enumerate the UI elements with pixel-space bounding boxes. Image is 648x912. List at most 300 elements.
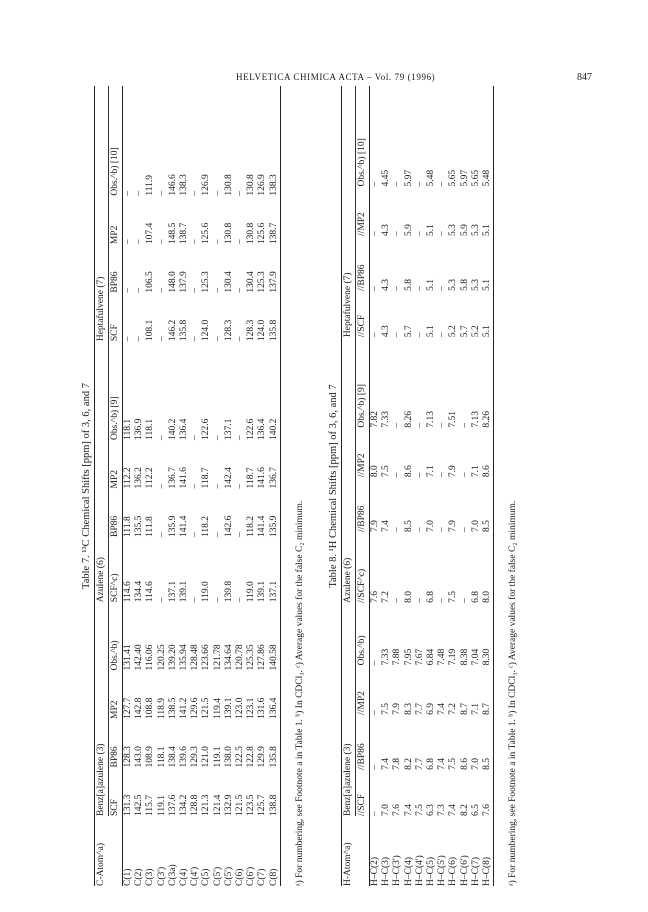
- shift-value-cell: 7.1: [470, 703, 481, 715]
- shift-value-cell: 8.2: [459, 804, 470, 816]
- shift-value-cell: –: [392, 181, 403, 187]
- shift-value-cell: –: [235, 190, 246, 196]
- shift-value-cell: 140.2: [268, 418, 279, 440]
- table-row: [426, 86, 437, 886]
- shift-value-cell: 5.1: [482, 325, 493, 338]
- shift-value-cell: 7.0: [470, 757, 481, 770]
- shift-value-cell: 137.1: [268, 580, 279, 603]
- shift-value-cell: 7.0: [470, 520, 481, 533]
- atom-label-cell: C(7): [257, 868, 268, 886]
- table-7-group-azulene: Azulene (6): [95, 341, 109, 602]
- table-row: [404, 86, 415, 886]
- shift-value-cell: 139.1: [179, 580, 190, 603]
- t8-subheader: //MP2: [356, 665, 370, 714]
- table-7-subheader-row: [109, 86, 123, 886]
- shift-value-cell: 118.1: [123, 418, 133, 440]
- table-8-body: [370, 86, 494, 886]
- shift-value-cell: –: [370, 710, 380, 715]
- table-8-group-benzazulene: Benz[a]azulene (3): [342, 603, 356, 816]
- shift-value-cell: –: [370, 660, 380, 666]
- shift-value-cell: 142.6: [223, 515, 234, 537]
- t8-subheader: //SCF: [356, 291, 370, 337]
- shift-value-cell: 6.8: [470, 590, 481, 603]
- shift-value-cell: 5.9: [459, 224, 470, 236]
- table-8-caption: Table 8. ¹H Chemical Shifts [ppm] of 3, 6, and 7: [328, 384, 339, 588]
- shift-value-cell: 135.94: [179, 644, 190, 671]
- shift-value-cell: 7.9: [370, 520, 380, 533]
- shift-value-cell: 136.9: [134, 418, 145, 440]
- shift-value-cell: 119.4: [212, 697, 223, 719]
- shift-value-cell: 8.26: [403, 411, 414, 428]
- shift-value-cell: –: [414, 598, 425, 603]
- shift-value-cell: 139.20: [167, 644, 178, 671]
- shift-value-cell: 8.26: [482, 411, 493, 428]
- shift-value-cell: 141.4: [179, 515, 190, 537]
- shift-value-cell: –: [437, 598, 448, 603]
- shift-value-cell: 7.4: [381, 520, 392, 533]
- shift-value-cell: –: [235, 435, 246, 440]
- shift-value-cell: 7.33: [381, 648, 392, 666]
- t7-subheader: Obs.^b) [9]: [109, 341, 123, 440]
- shift-value-cell: 130.8: [246, 174, 257, 196]
- table-7-group-header: [95, 86, 109, 886]
- shift-value-cell: 107.4: [145, 222, 156, 245]
- shift-value-cell: 120.78: [235, 644, 246, 671]
- shift-value-cell: –: [190, 597, 201, 603]
- shift-value-cell: –: [459, 527, 470, 533]
- shift-value-cell: –: [370, 765, 380, 770]
- shift-value-cell: –: [392, 598, 403, 603]
- shift-value-cell: 111.9: [145, 174, 156, 196]
- shift-value-cell: 137.1: [223, 418, 234, 440]
- shift-value-cell: –: [156, 597, 167, 603]
- shift-value-cell: –: [370, 286, 380, 291]
- shift-value-cell: 7.6: [392, 804, 403, 816]
- table-7-group-heptafulvene: Heptafulvene (7): [95, 86, 109, 341]
- table-row: [123, 86, 135, 886]
- shift-value-cell: 6.9: [426, 703, 437, 715]
- shift-value-cell: 128.48: [190, 644, 201, 671]
- atom-label-cell: C(8): [268, 868, 279, 886]
- table-row: [370, 86, 382, 886]
- shift-value-cell: –: [190, 435, 201, 440]
- table-row: [392, 86, 403, 886]
- shift-value-cell: –: [190, 190, 201, 196]
- shift-value-cell: –: [459, 422, 470, 428]
- shift-value-cell: 118.7: [201, 467, 212, 489]
- shift-value-cell: 5.8: [459, 279, 470, 291]
- table-row: [168, 86, 179, 886]
- shift-value-cell: 5.2: [448, 325, 459, 338]
- shift-value-cell: 122.6: [246, 418, 257, 440]
- shift-value-cell: 7.13: [470, 411, 481, 428]
- shift-value-cell: 7.9: [392, 703, 403, 715]
- table-row: [448, 86, 459, 886]
- t7-subheader-blank: [109, 816, 123, 886]
- shift-value-cell: 118.1: [145, 418, 156, 440]
- shift-value-cell: –: [392, 231, 403, 236]
- page-number: 847: [577, 72, 592, 83]
- shift-value-cell: 138.3: [179, 174, 190, 196]
- shift-value-cell: 126.9: [257, 174, 268, 196]
- table-7-col0-header: C-Atom^a): [95, 816, 109, 886]
- shift-value-cell: 8.5: [482, 520, 493, 533]
- shift-value-cell: 131.6: [257, 697, 268, 719]
- shift-value-cell: 123.5: [246, 794, 257, 816]
- shift-value-cell: 141.6: [257, 467, 268, 489]
- shift-value-cell: 5.9: [403, 224, 414, 236]
- shift-value-cell: 121.5: [235, 794, 246, 816]
- shift-value-cell: 7.7: [414, 757, 425, 770]
- shift-value-cell: –: [414, 332, 425, 338]
- atom-label-cell: C(1): [123, 868, 133, 886]
- shift-value-cell: –: [235, 239, 246, 245]
- table-row: [224, 86, 235, 886]
- shift-value-cell: 128.3: [246, 319, 257, 342]
- shift-value-cell: 8.5: [482, 757, 493, 770]
- shift-value-cell: 125.35: [246, 644, 257, 671]
- shift-value-cell: 8.7: [482, 703, 493, 715]
- shift-value-cell: 8.0: [403, 590, 414, 603]
- shift-value-cell: 138.3: [268, 174, 279, 196]
- shift-value-cell: 130.4: [246, 271, 257, 293]
- shift-value-cell: 108.9: [145, 746, 156, 768]
- shift-value-cell: –: [437, 472, 448, 478]
- shift-value-cell: 7.4: [437, 757, 448, 770]
- table-row: [381, 86, 392, 886]
- shift-value-cell: 8.5: [403, 520, 414, 533]
- t7-subheader: SCF: [109, 767, 123, 816]
- t8-subheader: //MP2: [356, 187, 370, 236]
- shift-value-cell: –: [123, 287, 133, 293]
- shift-value-cell: 116.06: [145, 644, 156, 671]
- shift-value-cell: 140.58: [268, 644, 279, 671]
- table-row: [415, 86, 426, 886]
- shift-value-cell: –: [123, 239, 133, 245]
- shift-value-cell: 5.1: [482, 279, 493, 291]
- shift-value-cell: 134.64: [223, 644, 234, 671]
- table-row: [437, 86, 448, 886]
- shift-value-cell: –: [212, 287, 223, 293]
- shift-value-cell: 6.5: [470, 804, 481, 816]
- table-7-footnote: ᵃ) For numbering, see Footnote a in Table 1. ᵇ) In CDCl₃. ᶜ) Average values for the false C₂ minimum.: [295, 500, 306, 886]
- t7-subheader: MP2: [109, 440, 123, 489]
- atom-label-cell: C(3'): [156, 866, 167, 886]
- shift-value-cell: 135.8: [268, 746, 279, 768]
- table-8-group-heptafulvene: Heptafulvene (7): [342, 86, 356, 337]
- t7-subheader: SCF: [109, 293, 123, 342]
- shift-value-cell: –: [414, 527, 425, 533]
- shift-value-cell: 138.8: [268, 794, 279, 816]
- shift-value-cell: 138.4: [167, 746, 178, 768]
- shift-value-cell: 5.7: [459, 325, 470, 338]
- shift-value-cell: 138.0: [223, 746, 234, 768]
- shift-value-cell: 111.8: [145, 516, 156, 537]
- atom-label-cell: H–C(3'): [392, 855, 403, 886]
- atom-label-cell: C(4'): [190, 866, 201, 886]
- table-7-caption: Table 7. ¹³C Chemical Shifts [ppm] of 3, 6, and 7: [81, 383, 92, 589]
- shift-value-cell: 7.67: [414, 648, 425, 666]
- atom-label-cell: H–C(2): [370, 856, 380, 886]
- shift-value-cell: 8.3: [403, 703, 414, 715]
- atom-label-cell: C(6): [235, 868, 246, 886]
- shift-value-cell: 138.5: [167, 697, 178, 719]
- shift-value-cell: 7.9: [448, 465, 459, 478]
- shift-value-cell: 121.4: [212, 794, 223, 816]
- table-row: [201, 86, 212, 886]
- shift-value-cell: 5.3: [470, 279, 481, 291]
- shift-value-cell: 7.4: [437, 703, 448, 715]
- shift-value-cell: 8.0: [482, 590, 493, 603]
- shift-value-cell: –: [134, 336, 145, 342]
- atom-label-cell: C(3): [145, 868, 156, 886]
- shift-value-cell: 136.7: [167, 467, 178, 489]
- shift-value-cell: 8.0: [370, 465, 380, 478]
- shift-value-cell: –: [459, 472, 470, 478]
- shift-value-cell: 135.9: [268, 515, 279, 537]
- shift-value-cell: 130.8: [223, 174, 234, 196]
- shift-value-cell: 139.6: [179, 746, 190, 768]
- shift-value-cell: 123.1: [246, 697, 257, 719]
- table-8-bottom-rule: [494, 86, 506, 886]
- shift-value-cell: –: [235, 483, 246, 489]
- shift-value-cell: 140.2: [167, 418, 178, 440]
- shift-value-cell: –: [459, 598, 470, 603]
- table-row: [190, 86, 201, 886]
- shift-value-cell: 7.5: [381, 465, 392, 478]
- shift-value-cell: 119.0: [246, 581, 257, 603]
- table-row: [460, 86, 471, 886]
- shift-value-cell: 134.2: [179, 794, 190, 816]
- shift-value-cell: –: [212, 336, 223, 342]
- shift-value-cell: –: [392, 332, 403, 338]
- shift-value-cell: 115.7: [145, 794, 156, 816]
- shift-value-cell: 7.19: [448, 648, 459, 666]
- shift-value-cell: –: [190, 287, 201, 293]
- shift-value-cell: 125.6: [257, 222, 268, 245]
- shift-value-cell: 7.4: [403, 804, 414, 816]
- shift-value-cell: –: [370, 231, 380, 236]
- shift-value-cell: 5.1: [482, 224, 493, 236]
- shift-value-cell: –: [235, 532, 246, 537]
- shift-value-cell: 8.7: [459, 703, 470, 715]
- shift-value-cell: 130.4: [223, 271, 234, 293]
- shift-value-cell: –: [437, 422, 448, 428]
- atom-label-cell: H–C(4): [403, 856, 414, 886]
- shift-value-cell: 139.1: [223, 697, 234, 719]
- shift-value-cell: 124.0: [257, 319, 268, 342]
- shift-value-cell: –: [235, 597, 246, 603]
- shift-value-cell: –: [134, 287, 145, 293]
- shift-value-cell: 135.5: [134, 515, 145, 537]
- shift-value-cell: 112.2: [145, 467, 156, 489]
- t8-subheader: //SCF: [356, 770, 370, 816]
- shift-value-cell: 112.2: [123, 467, 133, 489]
- shift-value-cell: –: [190, 532, 201, 537]
- shift-value-cell: –: [437, 231, 448, 236]
- shift-value-cell: 126.9: [201, 174, 212, 196]
- shift-value-cell: 106.5: [145, 271, 156, 293]
- atom-label-cell: H–C(8): [482, 856, 493, 886]
- atom-label-cell: C(5'): [223, 866, 234, 886]
- shift-value-cell: 141.2: [179, 697, 190, 719]
- shift-value-cell: 7.6: [370, 590, 380, 603]
- shift-value-cell: –: [134, 190, 145, 196]
- shift-value-cell: 7.8: [392, 757, 403, 770]
- table-8-subheader-row: [356, 86, 370, 886]
- shift-value-cell: 137.6: [167, 794, 178, 816]
- shift-value-cell: 122.5: [235, 746, 246, 768]
- shift-value-cell: 7.2: [448, 703, 459, 715]
- shift-value-cell: 142.5: [134, 794, 145, 816]
- shift-value-cell: 118.7: [246, 467, 257, 489]
- atom-label-cell: C(3a): [167, 864, 178, 886]
- shift-value-cell: 129.3: [190, 746, 201, 768]
- shift-value-cell: –: [437, 527, 448, 533]
- shift-value-cell: 5.48: [482, 169, 493, 187]
- shift-value-cell: 4.45: [381, 169, 392, 187]
- shift-value-cell: –: [235, 336, 246, 342]
- shift-value-cell: 7.5: [414, 804, 425, 816]
- shift-value-cell: 7.5: [448, 590, 459, 603]
- shift-value-cell: 5.1: [426, 224, 437, 236]
- atom-label-cell: C(6'): [246, 866, 257, 886]
- shift-value-cell: 114.6: [123, 581, 133, 603]
- shift-value-cell: 8.6: [482, 465, 493, 478]
- shift-value-cell: –: [190, 336, 201, 342]
- journal-header: HELVETICA CHIMICA ACTA – Vol. 79 (1996): [236, 72, 436, 82]
- shift-value-cell: 128.8: [190, 794, 201, 816]
- shift-value-cell: 132.9: [223, 794, 234, 816]
- atom-label-cell: C(4): [179, 868, 190, 886]
- shift-value-cell: 128.3: [223, 319, 234, 342]
- atom-label-cell: C(2): [134, 868, 145, 886]
- shift-value-cell: 142.40: [134, 644, 145, 671]
- shift-value-cell: 8.38: [459, 648, 470, 666]
- shift-value-cell: 5.8: [403, 279, 414, 291]
- shift-value-cell: 136.4: [257, 418, 268, 440]
- table-row: [246, 86, 257, 886]
- table-row: [235, 86, 246, 886]
- shift-value-cell: 5.3: [470, 224, 481, 236]
- shift-value-cell: 122.6: [201, 418, 212, 440]
- table-row: [257, 86, 268, 886]
- shift-value-cell: 5.65: [448, 169, 459, 187]
- shift-value-cell: –: [156, 287, 167, 293]
- table-row: [482, 86, 494, 886]
- atom-label-cell: H–C(5): [426, 856, 437, 886]
- shift-value-cell: 141.4: [257, 515, 268, 537]
- shift-value-cell: –: [437, 332, 448, 338]
- shift-value-cell: 142.8: [134, 697, 145, 719]
- shift-value-cell: –: [370, 181, 380, 187]
- shift-value-cell: 136.7: [268, 467, 279, 489]
- shift-value-cell: 4.3: [381, 325, 392, 338]
- shift-value-cell: 5.1: [426, 325, 437, 338]
- shift-value-cell: 142.4: [223, 467, 234, 489]
- shift-value-cell: 5.48: [426, 169, 437, 187]
- shift-value-cell: 5.65: [470, 169, 481, 187]
- t7-subheader: BP86: [109, 244, 123, 293]
- shift-value-cell: 148.0: [167, 271, 178, 293]
- table-row: [179, 86, 190, 886]
- shift-value-cell: 122.8: [246, 746, 257, 768]
- shift-value-cell: –: [437, 286, 448, 291]
- t8-subheader: //BP86: [356, 477, 370, 532]
- shift-value-cell: 119.0: [201, 581, 212, 603]
- table-8-col0-header: H-Atom^a): [342, 816, 356, 886]
- shift-value-cell: –: [437, 181, 448, 187]
- shift-value-cell: –: [414, 472, 425, 478]
- shift-value-cell: 6.84: [426, 648, 437, 666]
- table-7-grid: [94, 86, 292, 886]
- shift-value-cell: 141.6: [179, 467, 190, 489]
- shift-value-cell: 7.04: [470, 648, 481, 666]
- shift-value-cell: 123.0: [235, 697, 246, 719]
- table-8: [327, 86, 518, 886]
- shift-value-cell: 125.3: [257, 271, 268, 293]
- shift-value-cell: 5.7: [403, 325, 414, 338]
- shift-value-cell: 135.9: [167, 515, 178, 537]
- shift-value-cell: 124.0: [201, 319, 212, 342]
- shift-value-cell: 131.41: [123, 644, 133, 671]
- table-8-grid: [341, 86, 505, 886]
- shift-value-cell: 5.97: [403, 169, 414, 187]
- shift-value-cell: –: [134, 239, 145, 245]
- shift-value-cell: 5.1: [426, 279, 437, 291]
- atom-label-cell: C(5): [201, 868, 212, 886]
- shift-value-cell: 136.2: [134, 467, 145, 489]
- shift-value-cell: –: [370, 811, 380, 816]
- shift-value-cell: 7.1: [470, 465, 481, 478]
- t7-subheader: MP2: [109, 670, 123, 719]
- shift-value-cell: 7.7: [414, 703, 425, 715]
- shift-value-cell: 7.6: [482, 804, 493, 816]
- shift-value-cell: 123.66: [201, 644, 212, 671]
- shift-value-cell: 6.3: [426, 804, 437, 816]
- shift-value-cell: 6.8: [426, 590, 437, 603]
- shift-value-cell: 4.3: [381, 224, 392, 236]
- shift-value-cell: 7.3: [437, 804, 448, 816]
- table-row: [269, 86, 281, 886]
- shift-value-cell: 4.3: [381, 279, 392, 291]
- shift-value-cell: 129.6: [190, 697, 201, 719]
- shift-value-cell: –: [156, 483, 167, 489]
- shift-value-cell: 139.8: [223, 580, 234, 603]
- shift-value-cell: 121.78: [212, 644, 223, 671]
- shift-value-cell: 108.8: [145, 697, 156, 719]
- shift-value-cell: 7.13: [426, 411, 437, 428]
- t7-subheader: BP86: [109, 719, 123, 768]
- shift-value-cell: 111.8: [123, 516, 133, 537]
- shift-value-cell: 118.9: [156, 697, 167, 719]
- shift-value-cell: 7.4: [448, 804, 459, 816]
- shift-value-cell: 137.9: [179, 271, 190, 293]
- shift-value-cell: 8.30: [482, 648, 493, 666]
- t7-subheader: MP2: [109, 196, 123, 245]
- shift-value-cell: 8.2: [403, 757, 414, 770]
- table-8-group-header: [342, 86, 356, 886]
- shift-value-cell: 7.1: [426, 465, 437, 478]
- shift-value-cell: 135.8: [268, 319, 279, 342]
- shift-value-cell: 136.4: [268, 697, 279, 719]
- shift-value-cell: –: [392, 286, 403, 291]
- shift-value-cell: 118.1: [156, 746, 167, 768]
- shift-value-cell: 146.6: [167, 174, 178, 196]
- shift-value-cell: 8.6: [403, 465, 414, 478]
- t8-subheader: Obs.^b) [9]: [356, 337, 370, 428]
- shift-value-cell: 134.4: [134, 580, 145, 603]
